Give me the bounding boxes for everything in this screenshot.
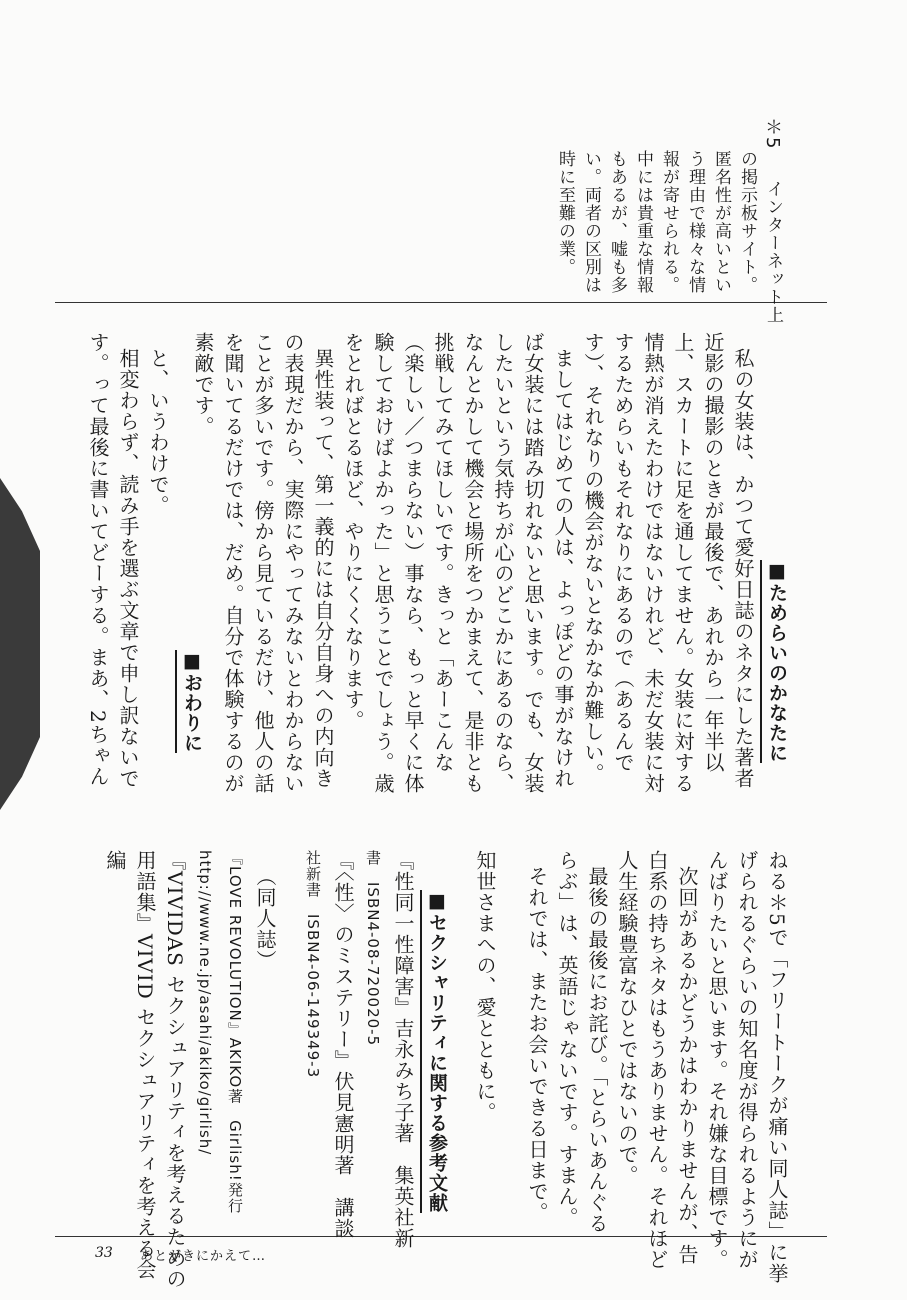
heading-square-icon: ■ (426, 890, 448, 913)
reference-line: 社新書 ISBN4-06-149349-3 (304, 850, 322, 1079)
footnote-line-2: の掲示板サイト。 (737, 150, 757, 294)
body-line: ば女装には踏み切れないと思います。でも、女装 (521, 332, 545, 794)
body-line: す。って最後に書いてどーする。まあ、2ちゃん (86, 332, 110, 787)
body-line: 人生経験豊富なひとではないので。 (615, 850, 639, 1186)
chapter-tab (0, 478, 40, 810)
footnote-mark: ＊5 (762, 118, 783, 150)
reference-line: 『LOVE REVOLUTION』AKIKO著 Girlish!発行 (226, 850, 244, 1214)
reference-line: 編 (103, 850, 127, 871)
body-line: の表現だから、実際にやってみないとわからない (281, 332, 305, 794)
footnote-line-1: インターネット上 (763, 180, 783, 324)
body-line: 最後の最後にお詫び。「とらいあんぐる (585, 866, 609, 1234)
page-number: 33 (95, 1245, 113, 1261)
body-line: するためらいもそれなりにあるので（あるんで (611, 332, 635, 773)
body-line: と、いうわけで。 (146, 348, 170, 516)
footnote-line-8: い。両者の区別は (581, 150, 601, 294)
body-line: 私の女装は、かつて愛好日誌のネタにした著者 (731, 348, 755, 789)
body-line: んばりたいと思います。それ嫌な目標です。 (705, 850, 729, 1270)
reference-line: 『VIVIDAS セクシュアリティを考えるための (163, 850, 187, 1290)
heading-text: ためらいのかなたに (766, 583, 788, 763)
body-line: 相変わらず、読み手を選ぶ文章で申し訳ないで (116, 348, 140, 789)
reference-line: 用語集』VIVID セクシュアリティを考える会 (133, 850, 157, 1281)
body-line: それでは、またお会いできる日まで。 (525, 866, 549, 1223)
body-line: 上、スカートに足を通してません。女装に対する (671, 332, 695, 794)
body-line: ましてはじめての人は、よっぽどの事がなけれ (551, 348, 575, 789)
body-line: 挑戦してみてほしいです。きっと「あーこんな (431, 332, 455, 773)
body-line: 情熱が消えたわけではないけれど、未だ女装に対 (641, 332, 665, 794)
running-title: あとがきにかえて… (140, 1249, 267, 1264)
body-line: 白系の持ちネタはもうありません。それほど (645, 850, 669, 1270)
section-heading-references (420, 890, 451, 1213)
body-line: をとればとるほど、やりにくくなります。 (341, 332, 365, 731)
body-line: らぶ」は、英語じゃないです。すまん。 (555, 850, 579, 1228)
body-line: 近影の撮影のときが最後で、あれから一年半以 (701, 332, 725, 773)
reference-line: 書 ISBN4-08-720020-5 (364, 850, 382, 1047)
body-line: を聞いてるだけでは、だめ。自分で体験するのが (221, 332, 245, 794)
footnote-line-4: う理由で様々な情 (685, 150, 705, 294)
body-line: 験しておけばよかった」と思うことでしょう。歳 (371, 332, 395, 794)
footnote-line-6: 中には貴重な情報 (633, 150, 653, 294)
body-line: 次回があるかどうかはわかりませんが、告 (675, 866, 699, 1265)
footnote-line-7: もあるが、嘘も多 (607, 150, 627, 294)
heading-square-icon: ■ (181, 650, 203, 673)
footnote-line-3: 匿名性が高いとい (711, 150, 731, 294)
body-line: ねる＊5で「フリートークが痛い同人誌」に挙 (765, 850, 789, 1284)
reference-line: （同人誌） (253, 866, 277, 971)
section-heading-owarini (175, 650, 206, 753)
reference-link[interactable]: http://www.ne.jp/asahi/akiko/girlish/ (196, 850, 214, 1156)
footnote-line-5: 報が寄せられる。 (659, 150, 679, 294)
body-line: （楽しい／つまらない）事なら、もっと早くに体 (401, 332, 425, 794)
body-line: げられるぐらいの知名度が得られるようにが (735, 850, 759, 1270)
body-line: す）、それなりの機会がないとなかなか難しい。 (581, 332, 605, 784)
body-line: 素敵です。 (191, 332, 215, 437)
dedication: 知世さまへの、愛とともに。 (473, 850, 497, 1123)
section-heading-tameraino (760, 560, 791, 763)
body-line: 異性装って、第一義的には自分自身への内向き (311, 348, 335, 789)
reference-line: 『性同一性障害』吉永みち子著 集英社新 (391, 850, 415, 1249)
reference-line: 『〈性〉のミステリー』伏見憲明著 講談 (331, 850, 355, 1239)
heading-text: おわりに (181, 673, 203, 753)
top-divider (55, 302, 827, 303)
footnote-line-9: 時に至難の業。 (555, 150, 575, 276)
heading-text: セクシャリティに関する参考文献 (426, 913, 448, 1213)
body-line: ことが多いです。傍から見ているだけ、他人の話 (251, 332, 275, 794)
heading-square-icon: ■ (766, 560, 788, 583)
body-line: したいという気持ちが心のどこかにあるのなら、 (491, 332, 515, 794)
body-line: なんとかして機会と場所をつかまえて、是非とも (461, 332, 485, 794)
